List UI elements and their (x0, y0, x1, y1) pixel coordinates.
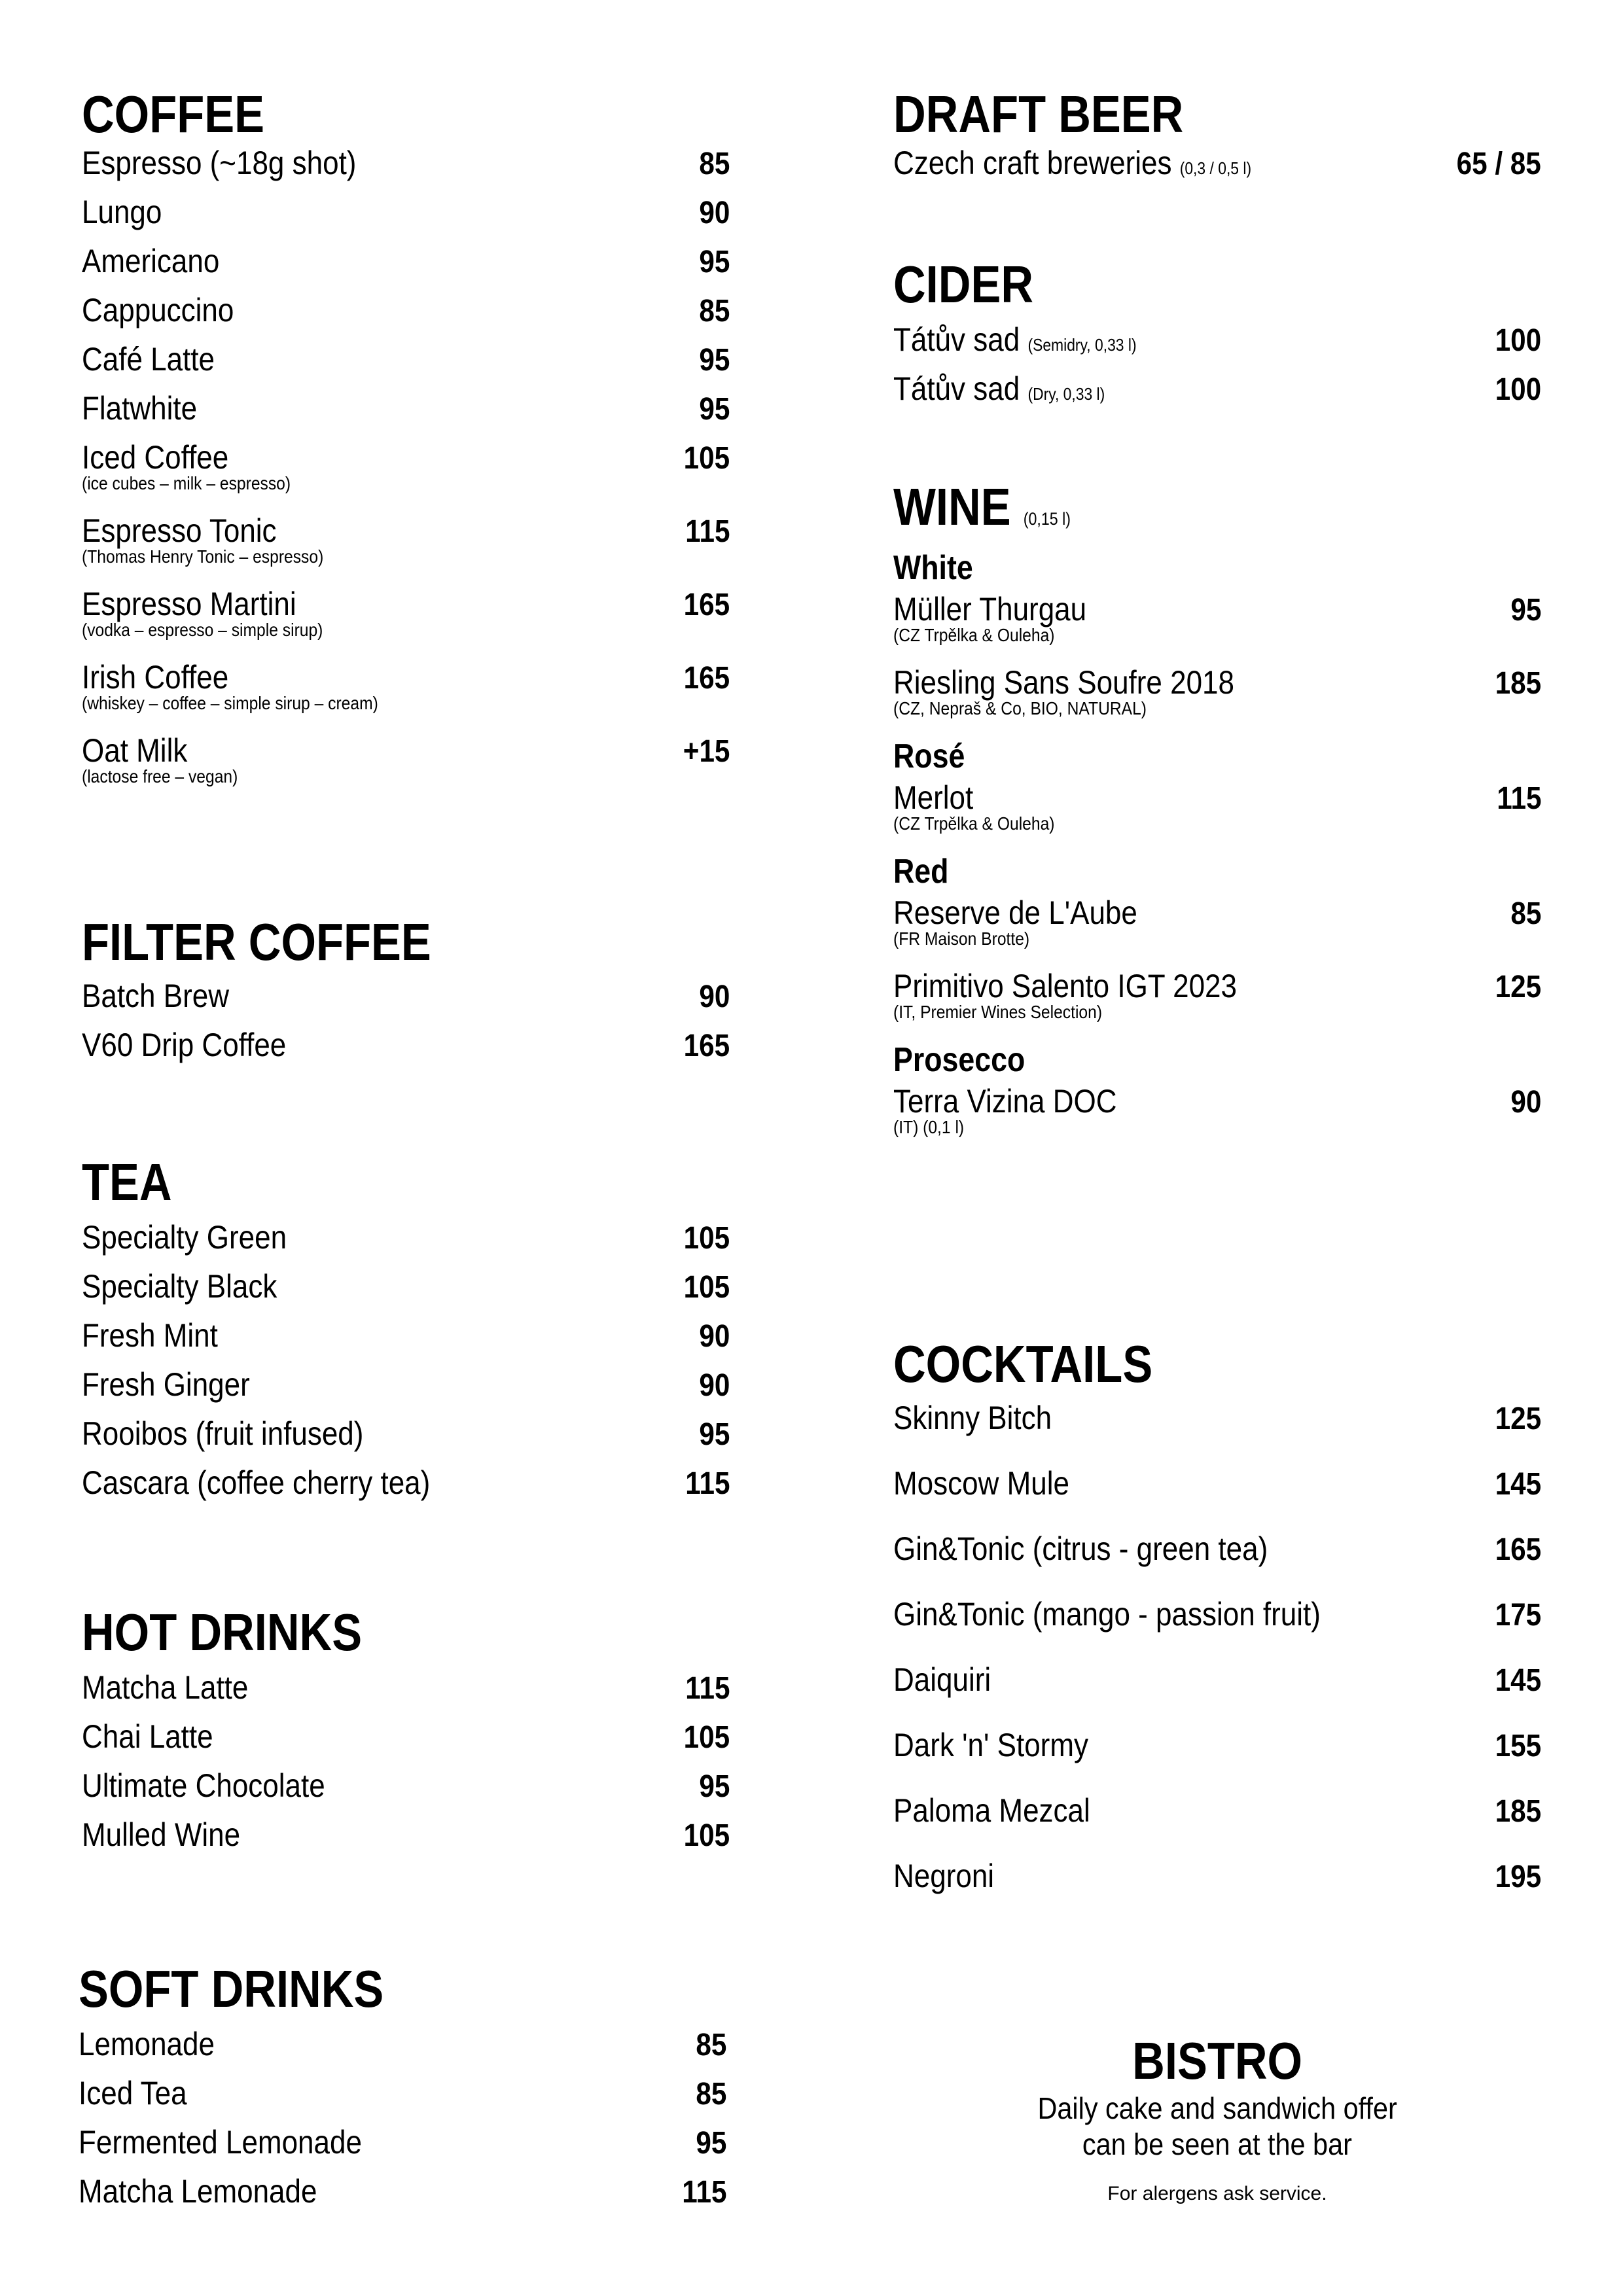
item-description: (CZ Trpělka & Ouleha) (893, 813, 1055, 834)
item-name-text: Flatwhite (82, 390, 198, 427)
menu-item (82, 977, 730, 1015)
item-name (82, 977, 229, 1015)
item-price: 90 (699, 980, 730, 1014)
menu-item (82, 1218, 730, 1256)
section-heading: COCKTAILS (893, 1335, 1153, 1393)
item-name-text: Gin&Tonic (citrus - green tea) (893, 1530, 1268, 1567)
item-price: 85 (696, 2077, 726, 2111)
menu-item-row (893, 1595, 1541, 1633)
menu-item-row (893, 967, 1541, 1005)
item-name-text: Fresh Ginger (82, 1366, 250, 1403)
item-name-text: Negroni (893, 1858, 995, 1894)
menu-item-row (82, 144, 730, 182)
item-name-text: Tátův sad (893, 370, 1020, 407)
item-name (79, 2074, 187, 2112)
menu-item-row (82, 1366, 730, 1404)
menu-item (82, 193, 730, 231)
item-name-text: Batch Brew (82, 978, 229, 1014)
hot-drinks-section (82, 1603, 730, 1865)
draft-beer-list (893, 144, 1541, 182)
item-price: 95 (696, 2126, 726, 2161)
menu-item-row (82, 1718, 730, 1756)
section-heading (893, 478, 1450, 537)
menu-item (893, 967, 1541, 1022)
cocktails-section (893, 1335, 1541, 1922)
menu-item-row (82, 1669, 730, 1706)
item-description: (FR Maison Brotte) (893, 928, 1030, 949)
item-name (893, 1792, 1090, 1829)
item-description: (whiskey – coffee – simple sirup – cream) (82, 693, 378, 713)
menu-item (893, 144, 1541, 182)
coffee-section (82, 85, 730, 805)
item-price: 115 (685, 514, 730, 549)
menu-item (79, 2025, 726, 2063)
menu-item-row (893, 1661, 1541, 1699)
item-name (893, 1399, 1052, 1437)
item-price: 145 (1495, 1663, 1541, 1698)
wine-group (893, 548, 1541, 718)
menu-item (79, 2123, 726, 2161)
item-description: (IT, Premier Wines Selection) (893, 1002, 1103, 1022)
menu-item-row (893, 1857, 1541, 1895)
item-name-text: Cappuccino (82, 292, 234, 328)
menu-item-row (79, 2074, 726, 2112)
wine-title: WINE (893, 478, 1011, 536)
item-price: 185 (1495, 1794, 1541, 1829)
bistro-line-1-text: Daily cake and sandwich offer (1037, 2091, 1397, 2125)
item-name-text: Fresh Mint (82, 1317, 218, 1354)
item-price: 155 (1495, 1729, 1541, 1763)
wine-group (893, 852, 1541, 1022)
menu-item (82, 1669, 730, 1706)
item-name (82, 1026, 286, 1064)
hot-drinks-list (82, 1669, 730, 1854)
menu-item (893, 1082, 1541, 1137)
menu-item (82, 389, 730, 427)
menu-item-row (893, 894, 1541, 932)
item-price: 95 (699, 1417, 730, 1452)
item-name-text: Specialty Black (82, 1268, 277, 1305)
item-price: 105 (683, 1818, 730, 1853)
item-price: 105 (683, 1221, 730, 1256)
item-name (893, 590, 1086, 628)
item-name-text: Moscow Mule (893, 1465, 1069, 1502)
menu-item-row (82, 291, 730, 329)
menu-item-row (893, 1726, 1541, 1764)
item-price: 115 (681, 2175, 726, 2210)
item-name-text: Fermented Lemonade (79, 2124, 362, 2161)
item-name (82, 1767, 325, 1805)
item-name (82, 340, 215, 378)
item-name (82, 193, 162, 231)
item-description: (CZ Trpělka & Ouleha) (893, 625, 1055, 645)
item-price: 145 (1495, 1467, 1541, 1502)
item-name-text: Terra Vizina DOC (893, 1083, 1117, 1120)
item-name-text: Czech craft breweries (893, 145, 1172, 181)
menu-item-row (893, 321, 1541, 359)
menu-item-row (893, 779, 1541, 817)
item-name-text: Ultimate Chocolate (82, 1767, 325, 1804)
item-name (79, 2025, 215, 2063)
item-price: 165 (683, 1029, 730, 1063)
item-name-text: Gin&Tonic (mango - passion fruit) (893, 1596, 1321, 1633)
item-price: 85 (1510, 896, 1541, 931)
menu-item (893, 1464, 1541, 1502)
item-name-text: Reserve de L'Aube (893, 894, 1137, 931)
item-price: 105 (683, 1720, 730, 1755)
item-name (82, 1218, 287, 1256)
menu-item-row (82, 977, 730, 1015)
section-heading: SOFT DRINKS (79, 1960, 384, 2018)
item-name (82, 291, 234, 329)
item-name (893, 779, 973, 817)
item-name-text: Rooibos (fruit infused) (82, 1415, 364, 1452)
item-name (79, 2172, 317, 2210)
filter-coffee-list (82, 977, 730, 1064)
item-price: 90 (1510, 1085, 1541, 1120)
filter-coffee-section (82, 913, 730, 1075)
item-note: (0,3 / 0,5 l) (1179, 158, 1252, 178)
coffee-list (82, 144, 730, 786)
menu-item-row (893, 663, 1541, 701)
menu-item (82, 144, 730, 182)
item-name-text: Espresso Martini (82, 586, 296, 622)
item-description: (Thomas Henry Tonic – espresso) (82, 546, 324, 567)
tea-section (82, 1153, 730, 1513)
draft-beer-section (893, 85, 1541, 193)
menu-item-row (82, 438, 730, 476)
item-name-text: Dark 'n' Stormy (893, 1727, 1088, 1763)
item-note: (Dry, 0,33 l) (1027, 384, 1105, 404)
menu-item-row (82, 1816, 730, 1854)
item-price: 95 (699, 392, 730, 427)
menu-item (82, 1718, 730, 1756)
menu-item (82, 585, 730, 640)
bistro-line-1 (893, 2091, 1541, 2127)
item-name (893, 967, 1237, 1005)
item-name-text: Matcha Latte (82, 1669, 249, 1706)
item-description: (IT) (0,1 l) (893, 1117, 965, 1137)
item-name (893, 1530, 1268, 1568)
item-name (79, 2123, 362, 2161)
item-description: (ice cubes – milk – espresso) (82, 473, 291, 493)
item-name (893, 1595, 1321, 1633)
menu-item (82, 1767, 730, 1805)
item-price: 95 (1510, 593, 1541, 627)
item-name-text: Müller Thurgau (893, 591, 1087, 627)
item-name (82, 389, 197, 427)
menu-item (82, 1026, 730, 1064)
menu-item (82, 1316, 730, 1354)
item-name (82, 144, 356, 182)
item-price: 95 (699, 1769, 730, 1804)
item-name-text: Lungo (82, 194, 162, 230)
section-heading: CIDER (893, 255, 1034, 313)
menu-item (893, 1857, 1541, 1895)
menu-item (893, 1595, 1541, 1633)
item-price: 175 (1495, 1598, 1541, 1633)
item-name (893, 1464, 1069, 1502)
section-heading: HOT DRINKS (82, 1603, 363, 1661)
item-name (82, 1718, 213, 1756)
item-name (82, 1366, 250, 1404)
menu-item (893, 370, 1541, 408)
item-name-text: Oat Milk (82, 732, 188, 769)
item-name-text: Mulled Wine (82, 1816, 241, 1853)
item-name-text: Irish Coffee (82, 659, 229, 696)
item-price: +15 (683, 734, 730, 769)
item-name (893, 370, 1105, 413)
item-price: 165 (1495, 1532, 1541, 1567)
wine-group-label: Red (893, 853, 949, 891)
menu-item (893, 1530, 1541, 1568)
allergen-note: For alergens ask service. (1107, 2183, 1327, 2204)
bistro-line-2 (893, 2127, 1541, 2163)
menu-item (82, 291, 730, 329)
item-name-text: V60 Drip Coffee (82, 1027, 287, 1063)
section-heading: DRAFT BEER (893, 85, 1184, 143)
item-name (82, 732, 187, 769)
menu-item (82, 1464, 730, 1502)
menu-item-row (893, 1082, 1541, 1120)
bistro-title: BISTRO (1132, 2032, 1302, 2090)
item-name (82, 512, 277, 550)
menu-item-row (79, 2025, 726, 2063)
item-price: 85 (699, 147, 730, 181)
menu-item-row (82, 1316, 730, 1354)
item-price: 85 (699, 294, 730, 328)
menu-item-row (893, 1530, 1541, 1568)
item-price: 85 (696, 2028, 726, 2062)
item-price: 165 (683, 588, 730, 622)
menu-item (82, 1415, 730, 1453)
item-name-text: Espresso Tonic (82, 512, 277, 549)
item-description: (CZ, Nepraš & Co, BIO, NATURAL) (893, 698, 1147, 718)
menu-item (82, 1267, 730, 1305)
menu-item-row (82, 1767, 730, 1805)
wine-section (893, 478, 1541, 1156)
item-name (82, 438, 228, 476)
wine-list (893, 548, 1541, 1137)
item-name-text: Merlot (893, 779, 974, 816)
item-name (893, 1857, 994, 1895)
menu-item (893, 1792, 1541, 1829)
menu-item (82, 1816, 730, 1854)
bistro-block (893, 2032, 1541, 2207)
menu-item-row (893, 1792, 1541, 1829)
item-name (893, 1082, 1117, 1120)
menu-item (82, 658, 730, 713)
item-name-text: Specialty Green (82, 1219, 287, 1256)
item-price: 105 (683, 441, 730, 476)
menu-item (82, 340, 730, 378)
menu-item (79, 2172, 726, 2210)
item-name-text: Americano (82, 243, 220, 279)
item-name (82, 1415, 363, 1453)
menu-item-row (82, 732, 730, 769)
wine-group-label: Prosecco (893, 1041, 1026, 1079)
item-price: 65 / 85 (1456, 147, 1541, 181)
menu-item (82, 732, 730, 786)
item-name-text: Tátův sad (893, 321, 1020, 358)
item-description: (vodka – espresso – simple sirup) (82, 620, 323, 640)
cider-list (893, 321, 1541, 408)
item-price: 95 (699, 245, 730, 279)
item-note: (Semidry, 0,33 l) (1027, 335, 1137, 355)
wine-group (893, 737, 1541, 834)
item-price: 90 (699, 1319, 730, 1354)
item-price: 115 (685, 1671, 730, 1706)
wine-group (893, 1040, 1541, 1137)
item-name-text: Riesling Sans Soufre 2018 (893, 664, 1235, 701)
item-price: 115 (685, 1466, 730, 1501)
item-name (893, 1726, 1088, 1764)
item-name-text: Paloma Mezcal (893, 1792, 1090, 1829)
item-name (82, 1267, 277, 1305)
menu-item-row (893, 1399, 1541, 1437)
item-price: 90 (699, 196, 730, 230)
item-name-text: Cascara (coffee cherry tea) (82, 1464, 431, 1501)
item-name-text: Skinny Bitch (893, 1400, 1052, 1436)
item-name (893, 894, 1137, 932)
menu-item (82, 512, 730, 567)
item-name-text: Lemonade (79, 2026, 215, 2062)
item-price: 100 (1495, 372, 1541, 407)
wine-group-label: White (893, 549, 973, 587)
item-name-text: Iced Tea (79, 2075, 187, 2111)
item-name (82, 1816, 240, 1854)
menu-item-row (82, 1267, 730, 1305)
cider-section (893, 255, 1541, 419)
menu-item-row (82, 193, 730, 231)
menu-item (893, 321, 1541, 359)
item-price: 165 (683, 661, 730, 696)
item-price: 125 (1495, 1402, 1541, 1436)
item-name-text: Café Latte (82, 341, 215, 378)
item-name (82, 1316, 218, 1354)
item-price: 115 (1496, 781, 1541, 816)
menu-item-row (893, 1464, 1541, 1502)
menu-item-row (82, 585, 730, 623)
section-heading: FILTER COFFEE (82, 913, 431, 971)
section-heading: COFFEE (82, 85, 265, 143)
item-name (82, 585, 296, 623)
bistro-line-2-text: can be seen at the bar (1082, 2127, 1353, 2161)
item-description: (lactose free – vegan) (82, 766, 238, 786)
item-price: 100 (1495, 323, 1541, 358)
item-price: 105 (683, 1270, 730, 1305)
item-name (82, 1464, 430, 1502)
menu-item (893, 1399, 1541, 1437)
menu-item (893, 590, 1541, 645)
item-name (893, 663, 1234, 701)
menu-item-row (82, 512, 730, 550)
menu-item-row (79, 2123, 726, 2161)
item-name-text: Iced Coffee (82, 439, 229, 476)
menu-item-row (82, 1026, 730, 1064)
menu-item (82, 1366, 730, 1404)
soft-drinks-section (79, 1960, 726, 2221)
menu-item-row (82, 389, 730, 427)
item-price: 95 (699, 343, 730, 378)
item-price: 90 (699, 1368, 730, 1403)
section-heading: TEA (82, 1153, 172, 1211)
menu-item-row (82, 658, 730, 696)
cocktails-list (893, 1399, 1541, 1895)
menu-item (893, 1661, 1541, 1699)
item-name (82, 1669, 248, 1706)
menu-item (893, 663, 1541, 718)
item-name (893, 321, 1137, 364)
soft-drinks-list (79, 2025, 726, 2210)
item-name-text: Primitivo Salento IGT 2023 (893, 968, 1238, 1004)
menu-item-row (82, 1464, 730, 1502)
item-price: 125 (1495, 970, 1541, 1004)
menu-item-row (82, 242, 730, 280)
item-name-text: Daiquiri (893, 1661, 991, 1698)
item-name-text: Espresso (~18g shot) (82, 145, 357, 181)
tea-list (82, 1218, 730, 1502)
wine-group-label: Rosé (893, 737, 965, 775)
menu-item-row (79, 2172, 726, 2210)
item-name-text: Chai Latte (82, 1718, 213, 1755)
item-name (82, 242, 219, 280)
menu-item (893, 779, 1541, 834)
item-price: 185 (1495, 666, 1541, 701)
menu-item (79, 2074, 726, 2112)
item-name (893, 144, 1251, 187)
item-price: 195 (1495, 1860, 1541, 1894)
menu-item (82, 438, 730, 493)
menu-item-row (893, 590, 1541, 628)
menu-item (893, 1726, 1541, 1764)
menu-item (82, 242, 730, 280)
wine-volume-note: (0,15 l) (1023, 509, 1071, 529)
item-name (893, 1661, 991, 1699)
menu-item-row (893, 144, 1541, 182)
menu-item-row (82, 1218, 730, 1256)
item-name (82, 658, 228, 696)
item-name-text: Matcha Lemonade (79, 2173, 317, 2210)
menu-item-row (82, 1415, 730, 1453)
menu-item-row (82, 340, 730, 378)
menu-item (893, 894, 1541, 949)
menu-item-row (893, 370, 1541, 408)
